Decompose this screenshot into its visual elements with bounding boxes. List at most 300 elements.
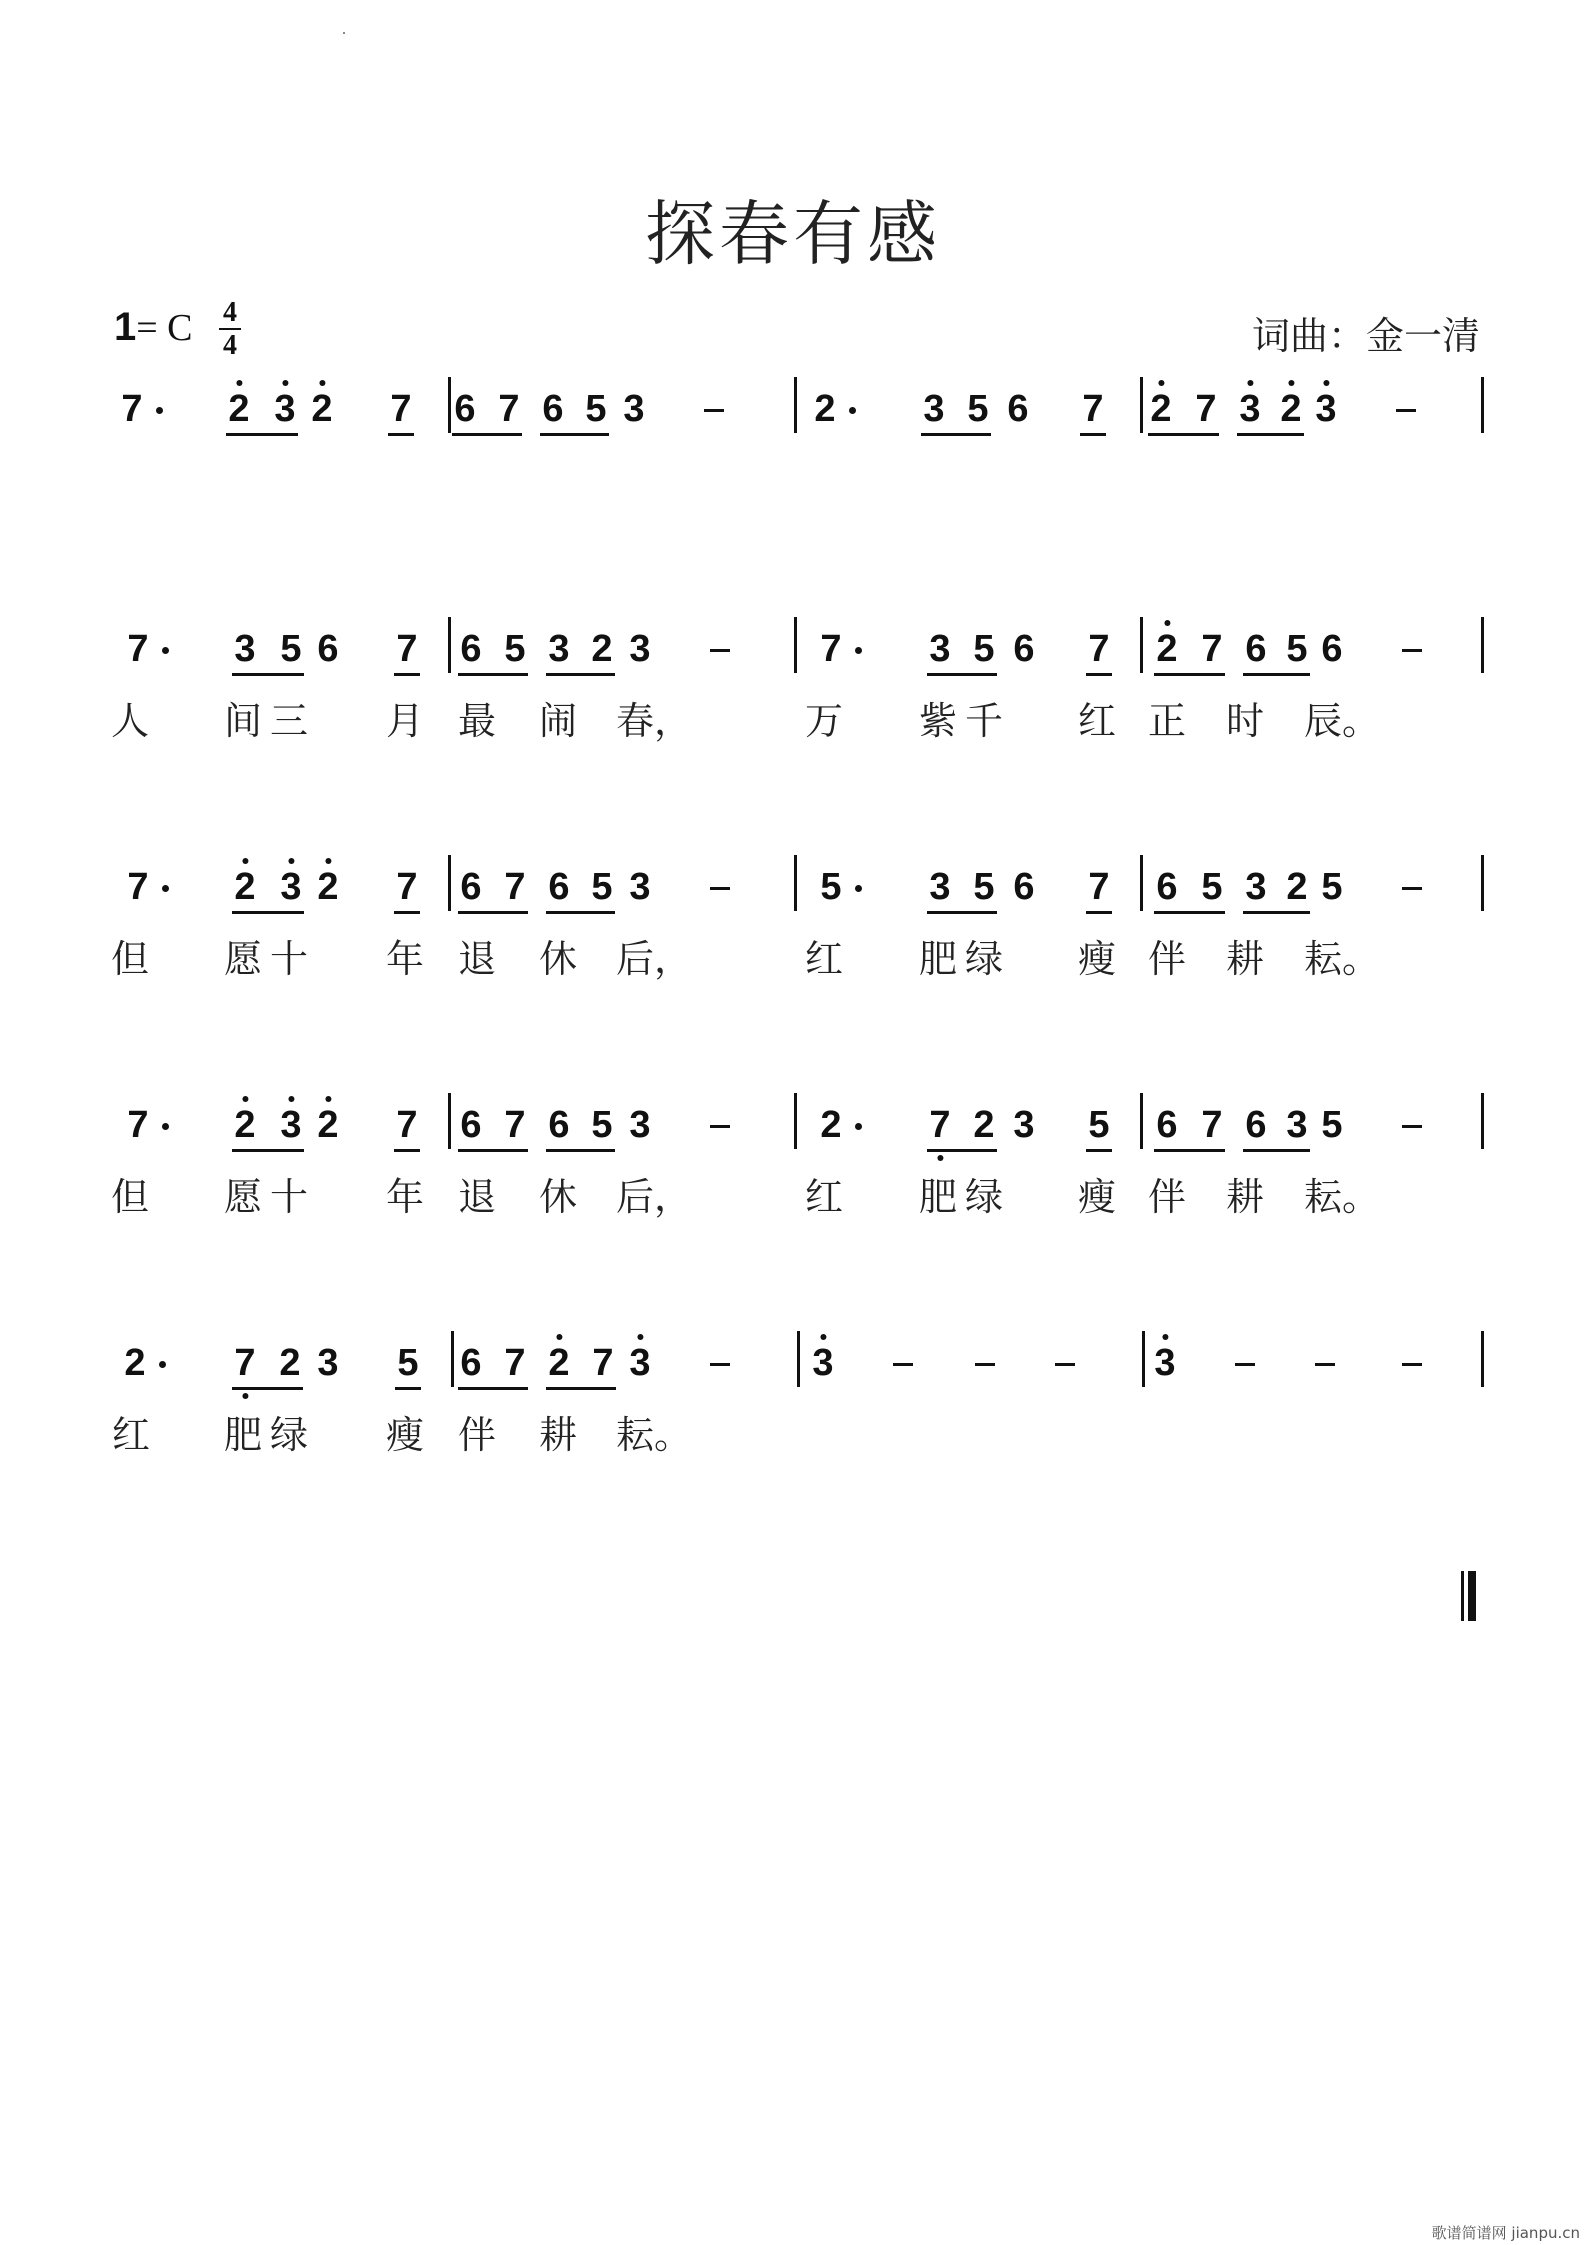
lyric-char: 万 (804, 699, 844, 743)
lyric-char: 耘。 (1303, 1175, 1381, 1219)
note-digit: 6 (460, 866, 482, 908)
augmentation-dot (159, 1361, 166, 1368)
lyric-char: 耘。 (615, 1413, 693, 1457)
time-signature (217, 298, 243, 360)
lyric-char: 月 (385, 699, 425, 743)
note (629, 1343, 650, 1383)
note-digit: 5 (1201, 866, 1223, 908)
note-digit: 3 (1245, 866, 1267, 908)
note (1088, 1105, 1109, 1145)
lyric-char: 愿 (223, 1175, 263, 1219)
note-digit: 5 (973, 866, 995, 908)
lyric-char: 辰。 (1303, 699, 1381, 743)
note (1321, 867, 1342, 907)
beam-underline (394, 1149, 420, 1152)
lyric-char: 耕 (1225, 1175, 1265, 1219)
dash-mark (1396, 409, 1416, 412)
note (280, 629, 301, 669)
note (585, 389, 606, 429)
note (629, 1105, 650, 1145)
beam-underline (546, 1149, 615, 1152)
beam-underline (458, 1387, 528, 1390)
note (548, 1105, 569, 1145)
barline (1140, 855, 1143, 911)
watermark: 歌谱简谱网 jianpu.cn (1431, 2224, 1580, 2242)
beam-underline (394, 673, 420, 676)
note-digit: 7 (127, 1104, 149, 1146)
note (1245, 629, 1266, 669)
note-digit: 6 (460, 628, 482, 670)
note (929, 629, 950, 669)
note-digit: 7 (592, 1342, 614, 1384)
high-octave-dot (325, 858, 331, 864)
note-digit: 2 (234, 1104, 256, 1146)
lyric-char: 肥 (223, 1413, 263, 1457)
lyric-char: 但 (110, 937, 150, 981)
beam-underline (921, 433, 991, 436)
lyric-char: 但 (110, 1175, 150, 1219)
lyric-char: 休 (538, 937, 578, 981)
note-digit: 3 (548, 628, 570, 670)
low-octave-dot (242, 1393, 248, 1399)
note-digit: 2 (279, 1342, 301, 1384)
author-credit: 词曲：金一清 (1251, 314, 1480, 358)
note (460, 1105, 481, 1145)
note (967, 389, 988, 429)
dash-mark (1235, 1363, 1255, 1366)
beam-underline (1154, 911, 1225, 914)
note-digit: 6 (454, 388, 476, 430)
barline (1140, 1093, 1143, 1149)
beam-underline (232, 1387, 303, 1390)
note-digit: 6 (460, 1342, 482, 1384)
high-octave-dot (1288, 380, 1294, 386)
note (396, 867, 417, 907)
note-digit: 5 (820, 866, 842, 908)
note (454, 389, 475, 429)
note-digit: 2 (820, 1104, 842, 1146)
note-digit: 3 (317, 1342, 339, 1384)
note-digit: 5 (591, 866, 613, 908)
lyric-char: 瘦 (1077, 1175, 1117, 1219)
barline (794, 855, 797, 911)
note-digit: 3 (1315, 388, 1337, 430)
note (504, 867, 525, 907)
note-digit: 2 (124, 1342, 146, 1384)
note (234, 629, 255, 669)
note-digit: 7 (121, 388, 143, 430)
note-digit: 6 (1156, 866, 1178, 908)
note-digit: 2 (228, 388, 250, 430)
note-digit: 7 (504, 1104, 526, 1146)
note-digit: 6 (1321, 628, 1343, 670)
note (127, 867, 148, 907)
lyric-char: 瘦 (385, 1413, 425, 1457)
note (317, 1105, 338, 1145)
note (280, 1105, 301, 1145)
dash-mark (1402, 887, 1422, 890)
note (929, 1105, 950, 1145)
lyric-char: 伴 (1147, 1175, 1187, 1219)
note-digit: 2 (1280, 388, 1302, 430)
note (317, 629, 338, 669)
lyric-char: 红 (804, 1175, 844, 1219)
note (623, 389, 644, 429)
lyric-char: 休 (538, 1175, 578, 1219)
lyric-char: 后， (615, 1175, 693, 1219)
note (820, 629, 841, 669)
note-digit: 3 (923, 388, 945, 430)
beam-underline (546, 1387, 616, 1390)
beam-underline (1086, 911, 1112, 914)
note-digit: 7 (390, 388, 412, 430)
lyric-char: 正 (1147, 699, 1187, 743)
note (1156, 1105, 1177, 1145)
dash-mark (893, 1363, 913, 1366)
high-octave-dot (282, 380, 288, 386)
song-title: 探春有感 (645, 193, 941, 275)
note (1013, 867, 1034, 907)
note (548, 867, 569, 907)
augmentation-dot (855, 647, 862, 654)
note-digit: 7 (396, 1104, 418, 1146)
beam-underline (232, 673, 304, 676)
lyric-char: 闹 (538, 699, 578, 743)
note-digit: 3 (812, 1342, 834, 1384)
note (973, 629, 994, 669)
lyric-char: 伴 (457, 1413, 497, 1457)
beam-underline (232, 1149, 304, 1152)
barline (794, 1093, 797, 1149)
note-digit: 7 (820, 628, 842, 670)
lyric-char: 绿 (269, 1413, 309, 1457)
lyric-char: 年 (385, 937, 425, 981)
note-digit: 5 (591, 1104, 613, 1146)
barline (794, 617, 797, 673)
high-octave-dot (1162, 1334, 1168, 1340)
high-octave-dot (325, 1096, 331, 1102)
barline (1481, 377, 1484, 433)
note-digit: 3 (629, 1104, 651, 1146)
augmentation-dot (162, 885, 169, 892)
lyric-char: 红 (1077, 699, 1117, 743)
beam-underline (1243, 673, 1310, 676)
beam-underline (1080, 433, 1106, 436)
note-digit: 5 (280, 628, 302, 670)
dash-mark (710, 649, 730, 652)
note (1013, 1105, 1034, 1145)
note-digit: 5 (1286, 628, 1308, 670)
note (1154, 1343, 1175, 1383)
note (397, 1343, 418, 1383)
beam-underline (1086, 1149, 1112, 1152)
barline (1481, 855, 1484, 911)
note (973, 867, 994, 907)
note (460, 867, 481, 907)
note-digit: 6 (1156, 1104, 1178, 1146)
beam-underline (1237, 433, 1304, 436)
lyric-char: 退 (457, 1175, 497, 1219)
augmentation-dot (156, 407, 163, 414)
dash-mark (975, 1363, 995, 1366)
note (1201, 867, 1222, 907)
dash-mark (1315, 1363, 1335, 1366)
note (820, 867, 841, 907)
beam-underline (1154, 673, 1225, 676)
key-name: = C (136, 307, 193, 349)
key-signature (114, 305, 193, 350)
note (390, 389, 411, 429)
low-octave-dot (937, 1155, 943, 1161)
dash-mark (704, 409, 724, 412)
note (498, 389, 519, 429)
note (228, 389, 249, 429)
note-digit: 7 (1201, 1104, 1223, 1146)
lyric-char: 红 (804, 937, 844, 981)
time-signature-top: 4 (223, 297, 237, 328)
note (820, 1105, 841, 1145)
note-digit: 5 (1321, 866, 1343, 908)
note (629, 867, 650, 907)
note-digit: 7 (1082, 388, 1104, 430)
note-digit: 6 (1013, 866, 1035, 908)
dash-mark (710, 887, 730, 890)
lyric-char: 耕 (538, 1413, 578, 1457)
note-digit: 2 (548, 1342, 570, 1384)
high-octave-dot (1323, 380, 1329, 386)
beam-underline (540, 433, 609, 436)
note (592, 1343, 613, 1383)
lyric-char: 退 (457, 937, 497, 981)
final-barline-thin (1461, 1571, 1464, 1621)
high-octave-dot (1158, 380, 1164, 386)
augmentation-dot (849, 407, 856, 414)
lyric-char: 三 (269, 699, 309, 743)
beam-underline (458, 911, 528, 914)
beam-underline (395, 1387, 421, 1390)
beam-underline (546, 673, 615, 676)
note (311, 389, 332, 429)
note-digit: 3 (1286, 1104, 1308, 1146)
note (1195, 389, 1216, 429)
note (1150, 389, 1171, 429)
note (127, 1105, 148, 1145)
note-digit: 2 (591, 628, 613, 670)
note-digit: 6 (548, 1104, 570, 1146)
high-octave-dot (288, 1096, 294, 1102)
lyric-char: 时 (1225, 699, 1265, 743)
lyric-char: 十 (269, 937, 309, 981)
lyric-char: 耕 (1225, 937, 1265, 981)
lyric-char: 绿 (964, 1175, 1004, 1219)
note (1245, 1105, 1266, 1145)
note-digit: 3 (629, 628, 651, 670)
note-digit: 6 (1007, 388, 1029, 430)
note (121, 389, 142, 429)
note-digit: 2 (311, 388, 333, 430)
note (274, 389, 295, 429)
beam-underline (232, 911, 304, 914)
note (591, 867, 612, 907)
high-octave-dot (319, 380, 325, 386)
note-digit: 7 (1088, 628, 1110, 670)
note (1286, 1105, 1307, 1145)
note-digit: 7 (127, 866, 149, 908)
dash-mark (710, 1363, 730, 1366)
note-digit: 6 (548, 866, 570, 908)
lyric-char: 后， (615, 937, 693, 981)
note (460, 629, 481, 669)
note-digit: 5 (1088, 1104, 1110, 1146)
note-digit: 7 (234, 1342, 256, 1384)
dash-mark (1055, 1363, 1075, 1366)
lyric-char: 最 (457, 699, 497, 743)
note (1280, 389, 1301, 429)
high-octave-dot (637, 1334, 643, 1340)
note (234, 867, 255, 907)
note-digit: 7 (504, 1342, 526, 1384)
note (1007, 389, 1028, 429)
beam-underline (1243, 911, 1310, 914)
note (1082, 389, 1103, 429)
note-digit: 3 (280, 866, 302, 908)
note-digit: 3 (629, 1342, 651, 1384)
note (1239, 389, 1260, 429)
lyric-char: 春， (615, 699, 693, 743)
lyric-char: 间 (223, 699, 263, 743)
note (973, 1105, 994, 1145)
note (591, 1105, 612, 1145)
note-digit: 6 (317, 628, 339, 670)
note-digit: 2 (1150, 388, 1172, 430)
note-digit: 5 (973, 628, 995, 670)
augmentation-dot (162, 1123, 169, 1130)
beam-underline (458, 673, 528, 676)
note (929, 867, 950, 907)
high-octave-dot (820, 1334, 826, 1340)
high-octave-dot (556, 1334, 562, 1340)
note (317, 1343, 338, 1383)
note (279, 1343, 300, 1383)
note (396, 1105, 417, 1145)
beam-underline (927, 911, 997, 914)
time-signature-bottom: 4 (223, 330, 237, 361)
note (542, 389, 563, 429)
note (1088, 867, 1109, 907)
note-digit: 3 (1154, 1342, 1176, 1384)
lyric-char: 伴 (1147, 937, 1187, 981)
lyric-char: 绿 (964, 937, 1004, 981)
note-digit: 5 (1321, 1104, 1343, 1146)
barline (448, 377, 451, 433)
dash-mark (710, 1125, 730, 1128)
note-digit: 6 (1245, 628, 1267, 670)
barline (448, 855, 451, 911)
note-digit: 7 (396, 628, 418, 670)
note (460, 1343, 481, 1383)
lyric-char: 人 (110, 699, 150, 743)
high-octave-dot (288, 858, 294, 864)
note-digit: 2 (814, 388, 836, 430)
note (629, 629, 650, 669)
note-digit: 3 (629, 866, 651, 908)
beam-underline (458, 1149, 528, 1152)
beam-underline (546, 911, 615, 914)
note-digit: 3 (274, 388, 296, 430)
lyric-char: 年 (385, 1175, 425, 1219)
note-digit: 6 (1013, 628, 1035, 670)
note (1156, 867, 1177, 907)
lyric-char: 十 (269, 1175, 309, 1219)
note-digit: 3 (1013, 1104, 1035, 1146)
note (504, 1343, 525, 1383)
note-digit: 3 (234, 628, 256, 670)
barline (451, 1331, 454, 1387)
high-octave-dot (236, 380, 242, 386)
barline (1140, 377, 1143, 433)
barline (1481, 617, 1484, 673)
note (1088, 629, 1109, 669)
barline (797, 1331, 800, 1387)
note (548, 1343, 569, 1383)
note (1321, 629, 1342, 669)
note-digit: 7 (498, 388, 520, 430)
note-digit: 2 (1156, 628, 1178, 670)
note-digit: 6 (542, 388, 564, 430)
note-digit: 2 (973, 1104, 995, 1146)
high-octave-dot (242, 1096, 248, 1102)
note-digit: 6 (1245, 1104, 1267, 1146)
note (234, 1343, 255, 1383)
note (1286, 629, 1307, 669)
note (812, 1343, 833, 1383)
note-digit: 5 (504, 628, 526, 670)
barline (448, 617, 451, 673)
note (1201, 629, 1222, 669)
note (1013, 629, 1034, 669)
note-digit: 7 (929, 1104, 951, 1146)
note-digit: 3 (929, 628, 951, 670)
note-digit: 2 (317, 1104, 339, 1146)
note (814, 389, 835, 429)
note-digit: 3 (280, 1104, 302, 1146)
beam-underline (1148, 433, 1219, 436)
lyric-char: 红 (111, 1413, 151, 1457)
note-digit: 5 (585, 388, 607, 430)
note (591, 629, 612, 669)
note (234, 1105, 255, 1145)
lyric-char: 肥 (918, 1175, 958, 1219)
lyric-char: 紫 (918, 699, 958, 743)
beam-underline (394, 911, 420, 914)
note-digit: 3 (623, 388, 645, 430)
note (1201, 1105, 1222, 1145)
barline (794, 377, 797, 433)
lyric-char: 肥 (918, 937, 958, 981)
dash-mark (1402, 1125, 1422, 1128)
dash-mark (1402, 649, 1422, 652)
note-digit: 7 (504, 866, 526, 908)
beam-underline (927, 1149, 997, 1152)
augmentation-dot (162, 647, 169, 654)
lyric-char: 瘦 (1077, 937, 1117, 981)
note-digit: 6 (460, 1104, 482, 1146)
note (923, 389, 944, 429)
barline (1140, 617, 1143, 673)
barline (1481, 1093, 1484, 1149)
note-digit: 5 (967, 388, 989, 430)
note-digit: 7 (396, 866, 418, 908)
